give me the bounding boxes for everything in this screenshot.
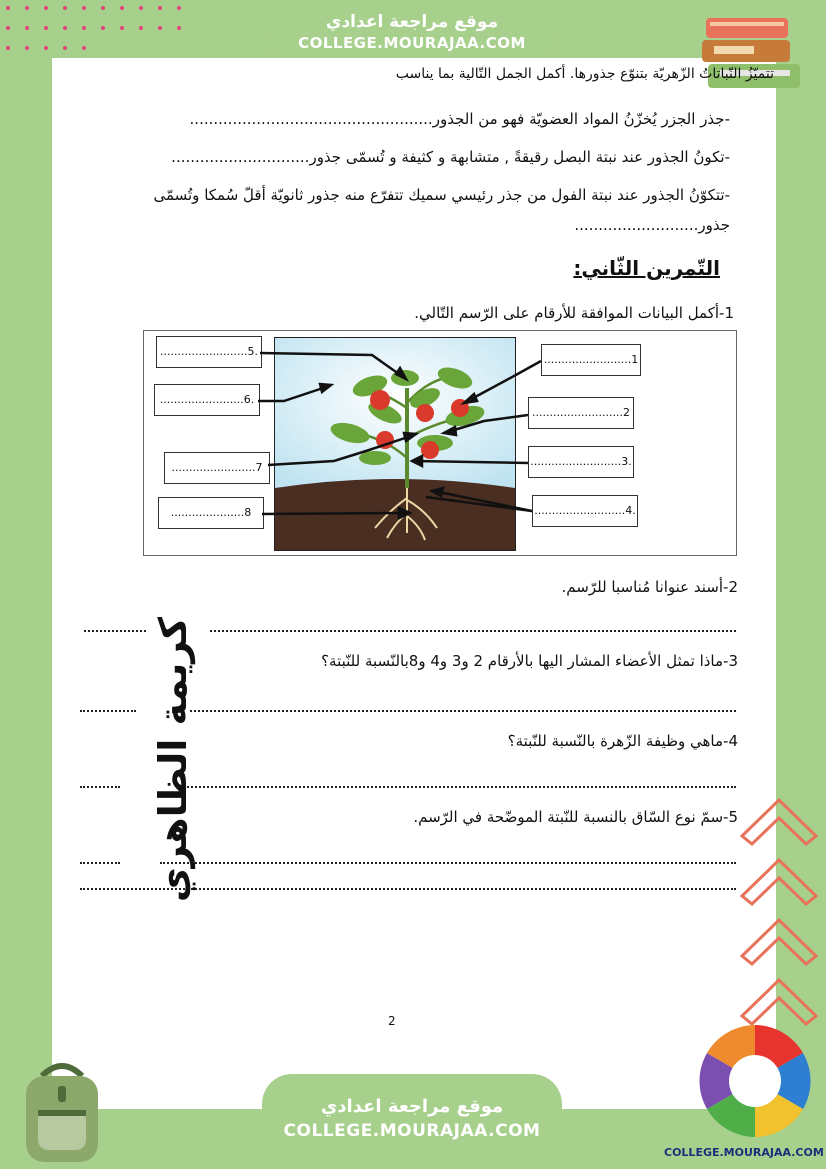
decorative-dots [6, 6, 206, 51]
site-banner-bottom[interactable] [262, 1074, 562, 1154]
dot [25, 6, 29, 10]
dot [44, 6, 48, 10]
label-box-5[interactable]: .........................5. [156, 336, 262, 368]
exercise2-title: التّمرين الثّاني: [573, 256, 720, 280]
dot [6, 6, 10, 10]
label-box-6[interactable]: ........................6. [154, 384, 260, 416]
pointer-lines [144, 331, 736, 555]
dot [63, 6, 67, 10]
dot [6, 26, 10, 30]
page-number: 2 [388, 1014, 396, 1028]
dot [177, 26, 181, 30]
dot [158, 26, 162, 30]
dot [101, 6, 105, 10]
dot [120, 26, 124, 30]
dot [6, 46, 10, 50]
dot [82, 6, 86, 10]
dot [82, 26, 86, 30]
exercise1-line-2: -تكونُ الجذور عند نبتة البصل رقيقةً , متشابهة و كثيفة و تُسمّى جذور............................. [171, 148, 730, 166]
dot [44, 46, 48, 50]
site-name: موقع مراجعة اعدادي [325, 12, 499, 32]
dot [25, 26, 29, 30]
label-box-2[interactable]: ..........................2 [528, 397, 634, 429]
footer-logo-url[interactable]: COLLEGE.MOURAJAA.COM [664, 1146, 824, 1159]
question-5: 5-سمّ نوع السّاق بالنسبة للنّبتة الموضّحة في الرّسم. [413, 808, 738, 826]
site-url-bottom[interactable]: COLLEGE.MOURAJAA.COM [283, 1121, 541, 1141]
author-watermark: كريمة الظاهري [151, 617, 195, 903]
site-url[interactable]: COLLEGE.MOURAJAA.COM [298, 34, 526, 52]
dot [63, 46, 67, 50]
chevrons-decoration [736, 790, 822, 1040]
dot [177, 6, 181, 10]
site-name-bottom: موقع مراجعة اعدادي [320, 1096, 504, 1117]
label-box-7[interactable]: ........................7 [164, 452, 270, 484]
dot [139, 26, 143, 30]
question-4: 4-ماهي وظيفة الزّهرة بالنّسبة للنّبتة؟ [507, 732, 738, 750]
exercise1-line-3: -تتكوّنُ الجذور عند نبتة الفول من جذر رئيسي سميك تتفرّع منه جذور ثانويّة أقلّ سُمكا وتُسمّى [153, 186, 730, 204]
books-icon [700, 12, 810, 96]
exercise1-line-1: -جذر الجزر يُخزّنُ المواد العضويّة فهو من الجذور................................................... [189, 110, 730, 128]
dot [120, 6, 124, 10]
dot [139, 6, 143, 10]
dot [158, 6, 162, 10]
label-box-8[interactable]: .....................8 [158, 497, 264, 529]
label-box-1[interactable]: .........................1 [541, 344, 641, 376]
question-2: 2-أسند عنوانا مُناسبا للرّسم. [561, 578, 738, 596]
backpack-icon [12, 1056, 112, 1166]
label-box-3[interactable]: ..........................3. [528, 446, 634, 478]
answer-line-4b[interactable] [176, 786, 736, 788]
question-3: 3-ماذا تمثل الأعضاء المشار اليها بالأرقام 2 و3 و4 و8بالنّسبة للنّبتة؟ [321, 652, 738, 670]
dot [44, 26, 48, 30]
plant-diagram [143, 330, 737, 556]
dot [82, 46, 86, 50]
dot [101, 26, 105, 30]
answer-line-2b[interactable] [210, 630, 736, 632]
dot [63, 26, 67, 30]
frame-left [0, 0, 52, 1169]
exercise1-line-4: جذور.......................... [574, 216, 730, 234]
answer-line-3b[interactable] [190, 710, 736, 712]
school-subjects-logo [696, 1022, 814, 1140]
exercise1-intro: تتميّزُ النّباتاتُ الزّهريّة بتنوّع جذورها. أكمل الجمل التّالية بما يناسب [395, 66, 774, 82]
label-box-4[interactable]: ..........................4. [532, 495, 638, 527]
site-banner-top[interactable] [264, 6, 560, 58]
answer-line-5b[interactable] [160, 862, 736, 864]
question-1: 1-أكمل البيانات الموافقة للأرقام على الرّسم التّالي. [414, 304, 734, 322]
dot [25, 46, 29, 50]
